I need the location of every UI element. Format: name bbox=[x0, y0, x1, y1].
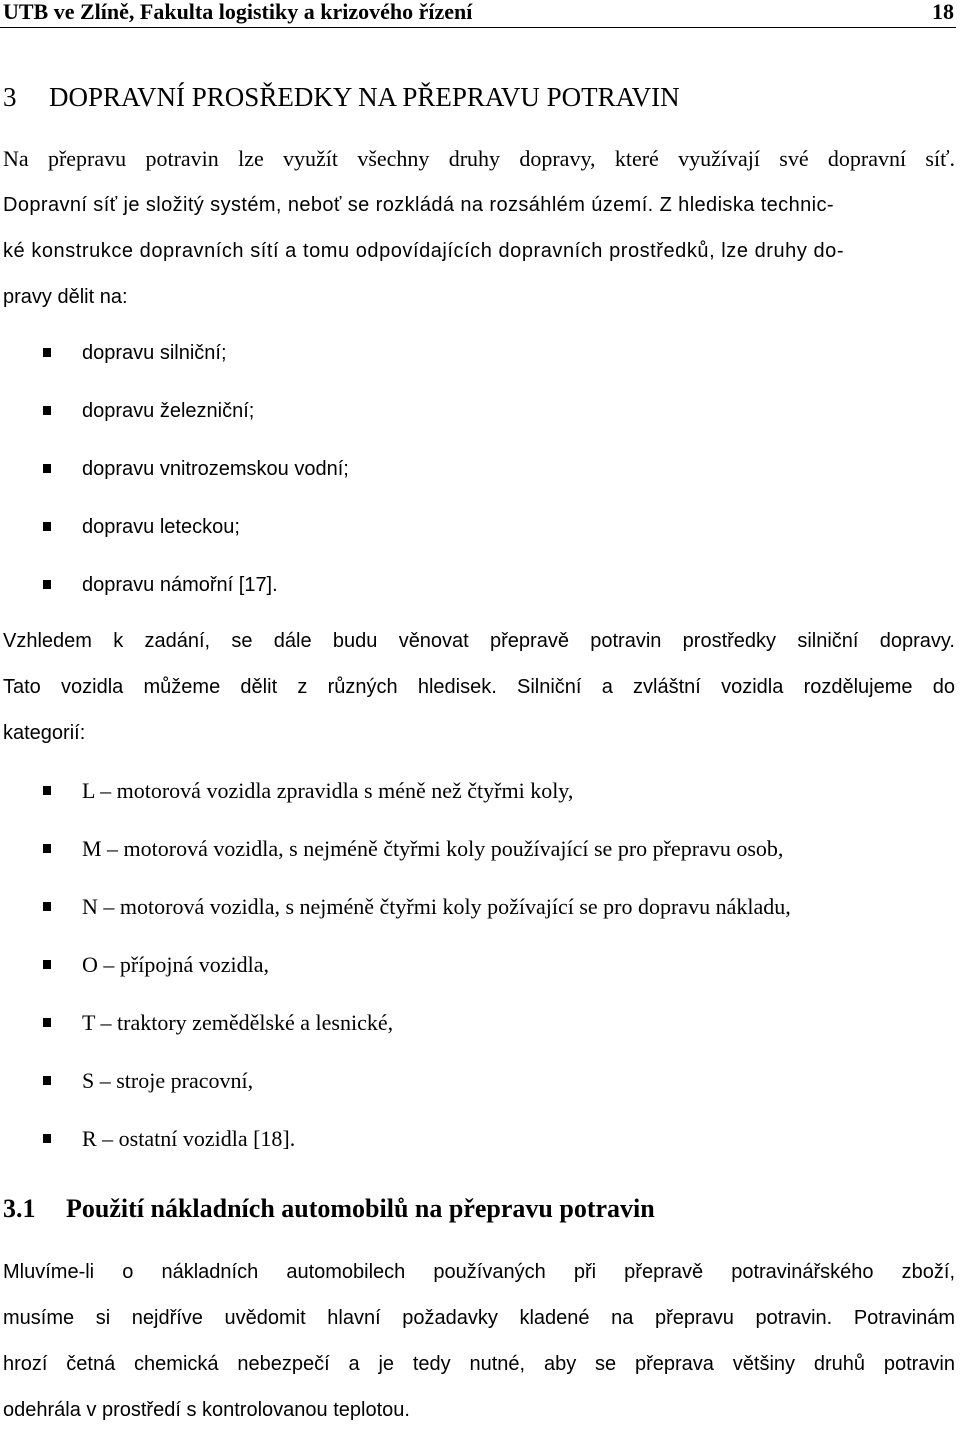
road-paragraph bbox=[3, 618, 955, 756]
list-item: dopravu silniční; bbox=[0, 324, 960, 382]
intro-line-3: ké konstrukce dopravních sítí a tomu odpovídajících dopravních prostředků, lze druhy do- bbox=[3, 240, 845, 262]
bullet-square-icon bbox=[43, 522, 51, 531]
section-heading bbox=[3, 1190, 655, 1228]
list-item: R – ostatní vozidla [18]. bbox=[0, 1110, 960, 1168]
list-item: N – motorová vozidla, s nejméně čtyřmi koly požívající se pro dopravu nákladu, bbox=[0, 878, 960, 936]
transport-types-list bbox=[0, 324, 960, 614]
intro-line-2: Dopravní síť je složitý systém, neboť se rozkládá na rozsáhlém území. Z hlediska technic- bbox=[3, 194, 834, 216]
list-item: dopravu námořní [17]. bbox=[0, 556, 960, 614]
list-item: O – přípojná vozidla, bbox=[0, 936, 960, 994]
section-line-4: odehrála v prostředí s kontrolovanou teplotou. bbox=[3, 1399, 410, 1421]
section-title: Použití nákladních automobilů na přepravu potravin bbox=[66, 1194, 655, 1223]
bullet-square-icon bbox=[43, 902, 51, 911]
header-school: UTB ve Zlíně, Fakulta logistiky a krizového řízení bbox=[3, 0, 473, 24]
bullet-square-icon bbox=[43, 960, 51, 969]
bullet-square-icon bbox=[43, 1134, 51, 1143]
page-header bbox=[0, 0, 956, 28]
chapter-number: 3 bbox=[3, 82, 17, 112]
list-item: dopravu leteckou; bbox=[0, 498, 960, 556]
road-line-1: Vzhledem k zadání, se dále budu věnovat přepravě potravin prostředky silniční dopravy. bbox=[3, 630, 955, 652]
road-line-2: Tato vozidla můžeme dělit z různých hledisek. Silniční a zvláštní vozidla rozdělujeme do bbox=[3, 676, 955, 698]
intro-line-2-wrap bbox=[3, 182, 955, 228]
section-line-1: Mluvíme-li o nákladních automobilech používaných při přepravě potravinářského zboží, bbox=[3, 1261, 955, 1283]
bullet-square-icon bbox=[43, 786, 51, 795]
bullet-square-icon bbox=[43, 1076, 51, 1085]
list-item: dopravu vnitrozemskou vodní; bbox=[0, 440, 960, 498]
vehicle-categories-list bbox=[0, 762, 960, 1168]
bullet-square-icon bbox=[43, 348, 51, 357]
section-number: 3.1 bbox=[3, 1194, 36, 1223]
list-item: L – motorová vozidla zpravidla s méně než čtyřmi koly, bbox=[0, 762, 960, 820]
chapter-title: DOPRAVNÍ PROSŘEDKY NA PŘEPRAVU POTRAVIN bbox=[49, 82, 680, 112]
road-line-3: kategorií: bbox=[3, 722, 86, 744]
section-line-3: hrozí četná chemická nebezpečí a je tedy nutné, aby se přeprava většiny druhů potravin bbox=[3, 1353, 955, 1375]
bullet-square-icon bbox=[43, 406, 51, 415]
bullet-square-icon bbox=[43, 464, 51, 473]
chapter-heading bbox=[3, 80, 680, 114]
bullet-square-icon bbox=[43, 580, 51, 589]
bullet-square-icon bbox=[43, 1018, 51, 1027]
list-item: dopravu železniční; bbox=[0, 382, 960, 440]
list-item: M – motorová vozidla, s nejméně čtyřmi koly používající se pro přepravu osob, bbox=[0, 820, 960, 878]
intro-line-1: Na přepravu potravin lze využít všechny druhy dopravy, které využívají své dopravní síť. bbox=[3, 146, 955, 171]
section-line-2: musíme si nejdříve uvědomit hlavní požadavky kladené na přepravu potravin. Potravinám bbox=[3, 1307, 955, 1329]
list-item: T – traktory zemědělské a lesnické, bbox=[0, 994, 960, 1052]
list-item: S – stroje pracovní, bbox=[0, 1052, 960, 1110]
section-paragraph bbox=[3, 1249, 955, 1433]
header-page-number: 18 bbox=[932, 0, 954, 24]
intro-line-4: pravy dělit na: bbox=[3, 286, 128, 308]
intro-paragraph bbox=[3, 136, 955, 320]
bullet-square-icon bbox=[43, 844, 51, 853]
intro-line-3-wrap bbox=[3, 228, 955, 274]
